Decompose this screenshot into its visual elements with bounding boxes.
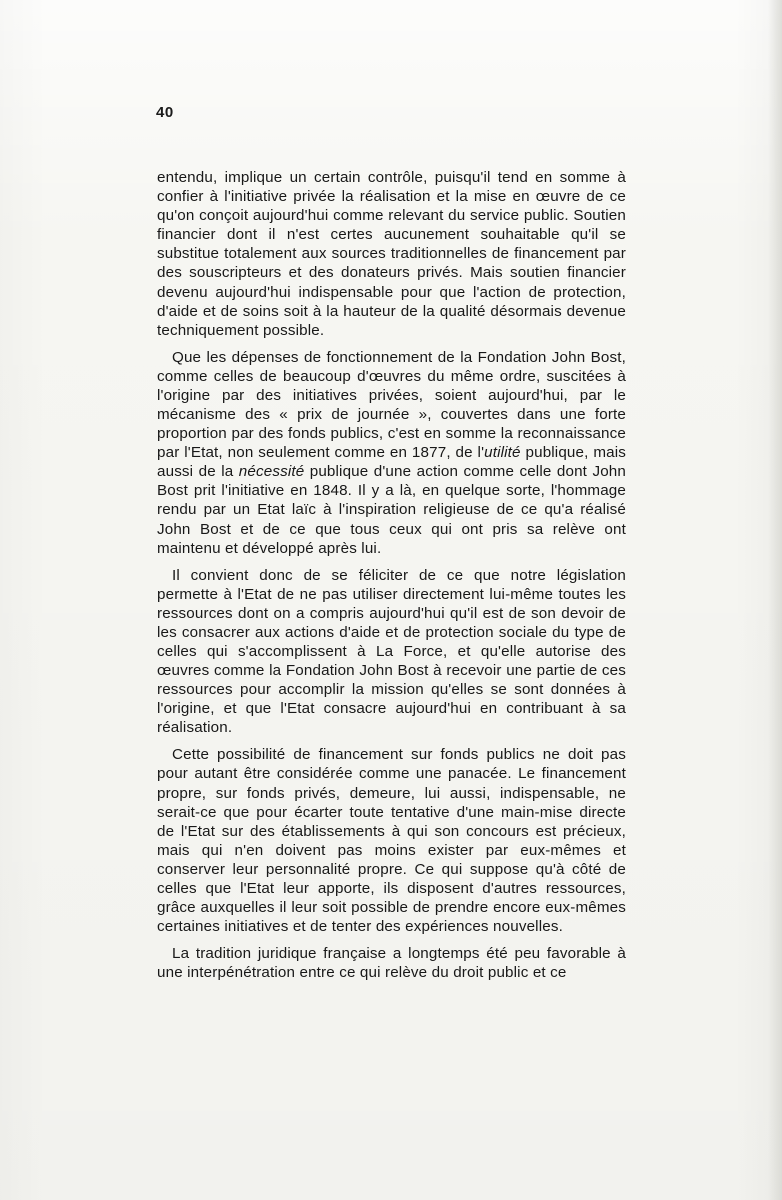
- page-edge-shadow: [768, 0, 782, 1200]
- paragraph-4: [157, 745, 626, 936]
- body-text: [157, 168, 626, 990]
- paragraph-2-text-part-1: Que les dépenses de fonctionnement de la Fondation John Bost, comme celles de beaucoup d'œuvres du même ordre, suscitées à l'origine par des initiatives privées, soient aujourd'hui, par le mécanisme des « prix de journée », couvertes dans une forte proportion par des fonds publics, c'est en somme la reconnaissance par l'Etat, non seulement comme en 1877, de l': [157, 348, 626, 462]
- paragraph-2-text-part-3: publique d'une action comme celle dont John Bost prit l'initiative en 1848. Il y a là, en quelque sorte, l'hommage rendu par un Etat laïc à l'inspiration religieuse de ce qu'a réalisé John Bost et de ce que tous ceux qui ont pris sa relève ont maintenu et développé après lui.: [157, 463, 626, 557]
- paragraph-3: [157, 566, 626, 738]
- paragraph-1-text: entendu, implique un certain contrôle, puisqu'il tend en somme à confier à l'initiative privée la réalisation et la mise en œuvre de ce qu'on conçoit aujourd'hui comme relevant du service public. Soutien financier dont il n'est certes aucunement souhaitable qu'il se substitue totalement aux sources traditionnelles de financement par des souscripteurs et des donateurs privés. Mais soutien financier devenu aujourd'hui indispensable pour que l'action de protection, d'aide et de soins soit à la hauteur de la qualité désormais devenue techniquement possible.: [157, 169, 626, 339]
- italic-word-utilite: utilité: [484, 444, 521, 462]
- paragraph-1: [157, 168, 626, 340]
- paragraph-3-text: Il convient donc de se féliciter de ce que notre législation permette à l'Etat de ne pas utiliser directement lui-même toutes les ressources dont on a compris aujourd'hui qu'il est de son devoir de les consacrer aux actions d'aide et de protection sociale du type de celles qui s'accomplissent à La Force, et qu'elle autorise des œuvres comme la Fondation John Bost à recevoir une partie de ces ressources pour accomplir la mission qu'elles se sont données à l'origine, et que l'Etat consacre aujourd'hui en contribuant à sa réalisation.: [157, 566, 626, 737]
- paragraph-5: [157, 944, 626, 982]
- page-number: 40: [156, 104, 174, 121]
- paragraph-5-text: La tradition juridique française a longtemps été peu favorable à une interpénétration entre ce qui relève du droit public et ce: [157, 945, 626, 982]
- italic-word-necessite: nécessité: [238, 463, 305, 481]
- paragraph-4-text: Cette possibilité de financement sur fonds publics ne doit pas pour autant être considérée comme une panacée. Le financement propre, sur fonds privés, demeure, lui aussi, indispensable, ne serait-ce que pour écarter toute tentative d'une main-mise directe de l'Etat sur des établissements à qui son concours est précieux, mais qui n'en doivent pas moins exister par eux-mêmes et conserver leur personnalité propre. Ce qui suppose qu'à côté de celles que l'Etat leur apporte, ils disposent d'autres ressources, grâce auxquelles il leur soit possible de prendre encore eux-mêmes certaines initiatives et de tenter des expériences nouvelles.: [157, 746, 626, 936]
- paragraph-2-text-part-2: publique, mais aussi de la: [157, 444, 626, 481]
- paragraph-2: [157, 348, 626, 558]
